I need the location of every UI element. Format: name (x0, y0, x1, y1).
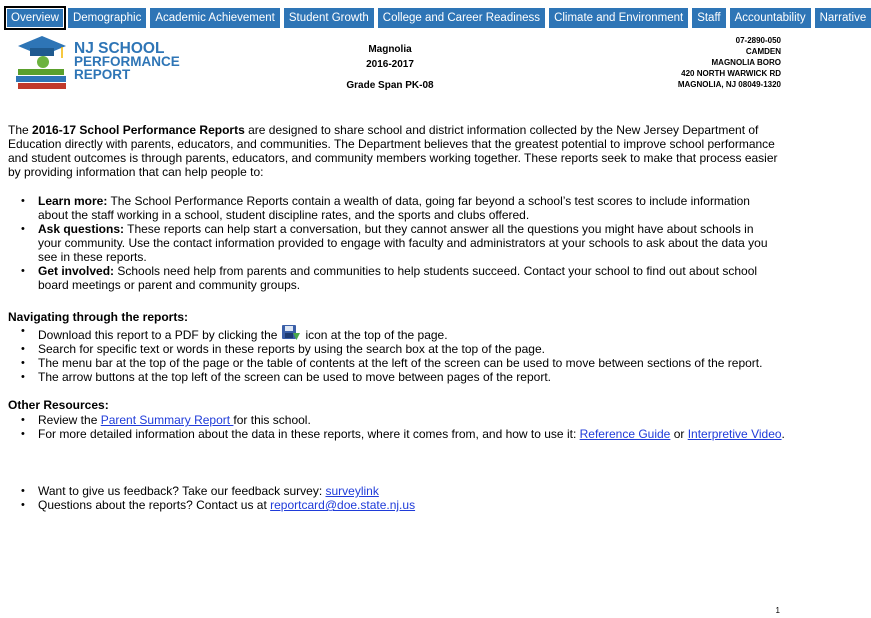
tab-college-career-readiness[interactable]: College and Career Readiness (378, 8, 545, 28)
survey-link[interactable]: surveylink (325, 484, 379, 498)
tab-academic-achievement[interactable]: Academic Achievement (150, 8, 280, 28)
reference-guide-link[interactable]: Reference Guide (579, 427, 671, 441)
list-item: • The arrow buttons at the top left of the screen can be used to move between pages of the report. (8, 370, 788, 384)
navigating-list (8, 324, 788, 384)
list-item: • Want to give us feedback? Take our feedback survey: surveylink (8, 484, 788, 498)
list-item: • The menu bar at the top of the page or the table of contents at the left of the screen can be used to move between sections of the report. (8, 356, 788, 370)
city-state-zip: MAGNOLIA, NJ 08049-1320 (677, 80, 781, 89)
tab-student-growth[interactable]: Student Growth (284, 8, 374, 28)
tab-climate-environment[interactable]: Climate and Environment (549, 8, 688, 28)
district: MAGNOLIA BORO (711, 58, 781, 67)
tab-narrative[interactable]: Narrative (815, 8, 871, 28)
contact-email-link[interactable]: reportcard@doe.state.nj.us (270, 498, 416, 512)
list-item: • Review the Parent Summary Report for this school. (8, 413, 788, 427)
list-item: • For more detailed information about the data in these reports, where it comes from, and how to use it: Reference Guide or Interpretive Video. (8, 427, 788, 441)
list-item: • Learn more: The School Performance Reports contain a wealth of data, going far beyond a school’s test scores to include information about the staff working in a school, student discipline rates, and the sports and clubs offered. (8, 194, 768, 222)
logo-text: NJ SCHOOL PERFORMANCE REPORT (74, 40, 180, 82)
list-item: • Questions about the reports? Contact us at reportcard@doe.state.nj.us (8, 498, 788, 512)
books-apple-icon (14, 32, 74, 94)
tab-demographic[interactable]: Demographic (68, 8, 146, 28)
purpose-list (8, 194, 768, 292)
school-name: Magnolia (368, 44, 412, 55)
other-resources-heading: Other Resources: (8, 398, 109, 412)
list-item: • Download this report to a PDF by clicking the icon at the top of the page. (8, 324, 788, 342)
school-code: 07-2890-050 (735, 36, 781, 45)
parent-summary-report-link[interactable]: Parent Summary Report (100, 413, 234, 427)
grade-span: Grade Span PK-08 (346, 80, 434, 91)
other-resources-list (8, 413, 788, 441)
page-number: 1 (775, 606, 780, 615)
tab-accountability[interactable]: Accountability (730, 8, 811, 28)
tab-staff[interactable]: Staff (692, 8, 725, 28)
list-item: • Search for specific text or words in these reports by using the search box at the top of the page. (8, 342, 788, 356)
list-item: • Ask questions: These reports can help start a conversation, but they cannot answer all the questions you might have about schools in your community. Use the contact information provided to engage with faculty and administrators at your schools to ask about the data you see in these reports. (8, 222, 768, 264)
navigating-heading: Navigating through the reports: (8, 310, 188, 324)
feedback-list (8, 484, 788, 512)
street-address: 420 NORTH WARWICK RD (681, 69, 781, 78)
intro-paragraph: The 2016-17 School Performance Reports are designed to share school and district information collected by the New Jersey Department of Education directly with parents, educators, and communities. The Department believes that the greatest potential to improve school performance and student outcomes is through parents, educators, and community members working together. These reports seek to make that process easier by providing information that can help people to: (8, 123, 778, 179)
tab-overview[interactable]: Overview (6, 8, 64, 28)
school-address-block (678, 35, 781, 90)
section-nav-bar (6, 8, 871, 28)
nj-school-performance-logo (14, 32, 189, 94)
pdf-download-icon[interactable] (281, 324, 301, 342)
county: CAMDEN (745, 47, 781, 56)
interpretive-video-link[interactable]: Interpretive Video (687, 427, 782, 441)
school-year: 2016-2017 (366, 59, 414, 70)
list-item: • Get involved: Schools need help from parents and communities to help students succeed. Contact your school to find out about school board meetings or parent and community groups. (8, 264, 768, 292)
